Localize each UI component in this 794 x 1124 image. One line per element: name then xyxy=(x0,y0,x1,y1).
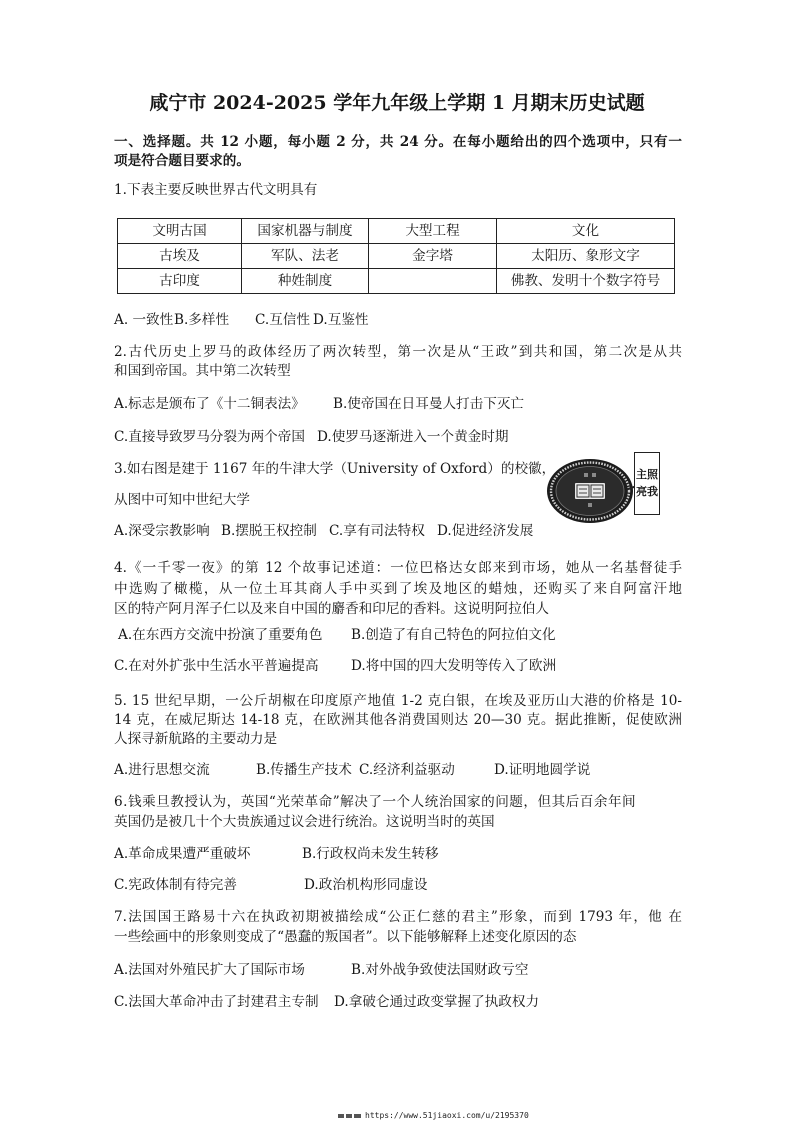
question-3-stem-line: 从图中可知中世纪大学 xyxy=(114,492,250,508)
question-1-stem: 1.下表主要反映世界古代文明具有 xyxy=(114,182,318,198)
question-4-option-d: D.将中国的四大发明等传入了欧洲 xyxy=(351,658,557,674)
question-6-option-d: D.政治机构形同虚设 xyxy=(304,877,428,893)
question-2-option-a: A.标志是颁布了《十二铜表法》 xyxy=(114,396,305,412)
question-5-stem-line: 人探寻新航路的主要动力是 xyxy=(114,731,278,747)
table-header-cell: 文化 xyxy=(497,219,675,244)
section-heading-line-2: 项是符合题目要求的。 xyxy=(114,153,250,169)
question-5-stem-line: 5. 15 世纪早期，一公斤胡椒在印度原产地值 1-2 克白银，在埃及亚历山大港的价格是 10- xyxy=(114,693,682,709)
table-cell: 佛教、发明十个数字符号 xyxy=(497,269,675,294)
question-6-option-a: A.革命成果遭严重破坏 xyxy=(114,846,251,862)
civilization-table xyxy=(117,218,675,294)
question-6-stem-line: 6.钱乘旦教授认为，英国“光荣革命”解决了一个人统治国家的问题，但其后百余年间 xyxy=(114,794,637,810)
question-4-stem-line: 4.《一千零一夜》的第 12 个故事记述道：一位巴格达女郎来到市场，她从一名基督徒手 xyxy=(114,560,682,576)
question-2-option-b: B.使帝国在日耳曼人打击下灭亡 xyxy=(333,396,525,412)
question-3-stem-line: 3.如右图是建于 1167 年的牛津大学（University of Oxford）的校徽， xyxy=(114,461,556,477)
question-4-option-b: B.创造了有自己特色的阿拉伯文化 xyxy=(351,627,556,643)
question-4-stem-line: 区的特产阿月浑子仁以及来自中国的麝香和印尼的香料。这说明阿拉伯人 xyxy=(114,601,549,617)
question-7-option-b: B.对外战争致使法国财政亏空 xyxy=(351,962,529,978)
question-2-option-c: C.直接导致罗马分裂为两个帝国 xyxy=(114,429,305,445)
table-cell: 金字塔 xyxy=(369,244,497,269)
question-3-option-b: B.摆脱王权控制 xyxy=(221,523,317,539)
question-7-option-d: D.拿破仑通过政变掌握了执政权力 xyxy=(334,994,540,1010)
question-5-option-a: A.进行思想交流 xyxy=(114,762,210,778)
question-7-option-a: A.法国对外殖民扩大了国际市场 xyxy=(114,962,305,978)
table-cell: 古埃及 xyxy=(118,244,242,269)
table-header-row xyxy=(118,219,675,244)
question-3-option-d: D.促进经济发展 xyxy=(437,523,534,539)
question-7-stem-line: 一些绘画中的形象则变成了“愚蠢的叛国者”。以下能够解释上述变化原因的态 xyxy=(114,929,577,945)
table-header-cell: 大型工程 xyxy=(369,219,497,244)
table-cell: 种姓制度 xyxy=(242,269,369,294)
table-cell: 太阳历、象形文字 xyxy=(497,244,675,269)
table-row xyxy=(118,244,675,269)
crest-motto-label: 主照亮我 xyxy=(634,452,660,515)
question-2-stem-line: 和国到帝国。其中第二次转型 xyxy=(114,363,291,379)
watermark-logo-icon xyxy=(338,1112,362,1120)
question-5-option-d: D.证明地圆学说 xyxy=(494,762,591,778)
table-header-cell: 文明古国 xyxy=(118,219,242,244)
table-cell: 古印度 xyxy=(118,269,242,294)
question-1-option-c: C.互信性 xyxy=(255,312,311,328)
footer-url: https://www.51jiaoxi.com/u/2195370 xyxy=(365,1111,529,1120)
oxford-crest-image xyxy=(546,455,636,525)
question-4-stem-line: 中选购了橄榄，从一位土耳其商人手中买到了埃及地区的蜡烛，还购买了来自阿富汗地 xyxy=(114,581,682,597)
question-1-option-b: B.多样性 xyxy=(174,312,230,328)
question-5-stem-line: 14 克，在威尼斯达 14-18 克，在欧洲其他各消费国则达 20—30 克。据此推断，促使欧洲 xyxy=(114,712,682,728)
table-header-cell: 国家机器与制度 xyxy=(242,219,369,244)
question-2-stem-line: 2.古代历史上罗马的政体经历了两次转型，第一次是从“王政”到共和国，第二次是从共 xyxy=(114,344,682,360)
question-7-option-c: C.法国大革命冲击了封建君主专制 xyxy=(114,994,319,1010)
exam-title: 咸宁市 2024-2025 学年九年级上学期 1 月期末历史试题 xyxy=(149,92,645,114)
question-2-option-d: D.使罗马逐渐进入一个黄金时期 xyxy=(317,429,509,445)
question-4-option-c: C.在对外扩张中生活水平普遍提高 xyxy=(114,658,319,674)
question-5-option-b: B.传播生产技术 xyxy=(256,762,352,778)
table-cell xyxy=(369,269,497,294)
question-6-option-b: B.行政权尚未发生转移 xyxy=(302,846,439,862)
question-7-stem-line: 7.法国国王路易十六在执政初期被描绘成“公正仁慈的君主”形象，而到 1793 年，他 在 xyxy=(114,909,682,925)
question-1-option-a: A. 一致性 xyxy=(114,312,174,328)
question-6-option-c: C.宪政体制有待完善 xyxy=(114,877,237,893)
section-heading-line-1: 一、选择题。共 12 小题，每小题 2 分，共 24 分。在每小题给出的四个选项中，只有一 xyxy=(114,134,682,150)
question-6-stem-line: 英国仍是被几十个大贵族通过议会进行统治。这说明当时的英国 xyxy=(114,814,495,830)
table-cell: 军队、法老 xyxy=(242,244,369,269)
question-4-option-a: A.在东西方交流中扮演了重要角色 xyxy=(118,627,323,643)
question-3-option-a: A.深受宗教影响 xyxy=(114,523,210,539)
question-1-option-d: D.互鉴性 xyxy=(313,312,369,328)
question-5-option-c: C.经济利益驱动 xyxy=(359,762,455,778)
table-row xyxy=(118,269,675,294)
question-3-option-c: C.享有司法特权 xyxy=(329,523,425,539)
